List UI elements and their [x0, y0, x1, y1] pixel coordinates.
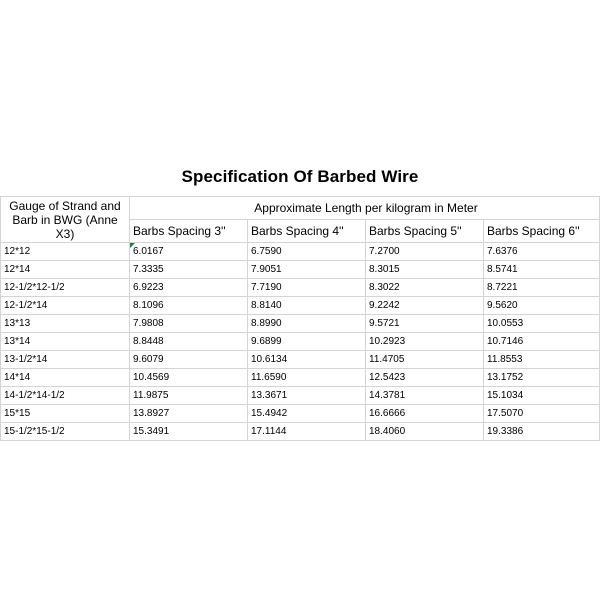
length-cell[interactable]: 9.6079: [130, 351, 248, 369]
gauge-cell[interactable]: 12-1/2*14: [1, 297, 130, 315]
length-cell[interactable]: 12.5423: [366, 369, 484, 387]
length-cell[interactable]: 19.3386: [484, 423, 600, 441]
length-cell[interactable]: 15.3491: [130, 423, 248, 441]
length-cell[interactable]: 7.9051: [248, 261, 366, 279]
length-cell[interactable]: 7.6376: [484, 243, 600, 261]
gauge-cell[interactable]: 12*14: [1, 261, 130, 279]
length-cell[interactable]: 8.3015: [366, 261, 484, 279]
gauge-cell[interactable]: 12*12: [1, 243, 130, 261]
spacing-6-header: Barbs Spacing 6'': [484, 220, 600, 243]
table-row: [1, 315, 600, 333]
length-cell[interactable]: 10.4569: [130, 369, 248, 387]
length-cell[interactable]: 9.5620: [484, 297, 600, 315]
gauge-cell[interactable]: 13*13: [1, 315, 130, 333]
length-cell[interactable]: 15.4942: [248, 405, 366, 423]
length-cell[interactable]: 8.8990: [248, 315, 366, 333]
length-cell[interactable]: 15.1034: [484, 387, 600, 405]
spacing-3-header: Barbs Spacing 3'': [130, 220, 248, 243]
approx-length-header: Approximate Length per kilogram in Meter: [130, 197, 600, 220]
length-cell[interactable]: 10.7146: [484, 333, 600, 351]
spacing-4-header: Barbs Spacing 4'': [248, 220, 366, 243]
gauge-cell[interactable]: 15*15: [1, 405, 130, 423]
table-row: [1, 279, 600, 297]
table-row: [1, 405, 600, 423]
gauge-column-header: Gauge of Strand and Barb in BWG (Anne X3): [1, 197, 130, 243]
length-cell[interactable]: 10.2923: [366, 333, 484, 351]
length-cell[interactable]: 11.9875: [130, 387, 248, 405]
spacing-5-header: Barbs Spacing 5'': [366, 220, 484, 243]
gauge-cell[interactable]: 15-1/2*15-1/2: [1, 423, 130, 441]
table-row: [1, 387, 600, 405]
table-row: [1, 351, 600, 369]
length-cell[interactable]: 13.1752: [484, 369, 600, 387]
length-cell[interactable]: 7.2700: [366, 243, 484, 261]
table-row: [1, 261, 600, 279]
table-body: [1, 197, 600, 441]
table-row: [1, 333, 600, 351]
gauge-cell[interactable]: 13-1/2*14: [1, 351, 130, 369]
length-cell[interactable]: 16.6666: [366, 405, 484, 423]
length-cell[interactable]: 9.5721: [366, 315, 484, 333]
length-cell[interactable]: 8.3022: [366, 279, 484, 297]
length-cell[interactable]: 8.8448: [130, 333, 248, 351]
length-cell[interactable]: 10.6134: [248, 351, 366, 369]
length-cell[interactable]: 7.9808: [130, 315, 248, 333]
length-cell[interactable]: 8.1096: [130, 297, 248, 315]
barbed-wire-spec-table: [0, 196, 600, 441]
gauge-cell[interactable]: 14*14: [1, 369, 130, 387]
length-cell[interactable]: 14.3781: [366, 387, 484, 405]
length-cell[interactable]: 17.5070: [484, 405, 600, 423]
length-cell[interactable]: 7.7190: [248, 279, 366, 297]
table-row: [1, 423, 600, 441]
length-cell[interactable]: 13.8927: [130, 405, 248, 423]
page-title: Specification Of Barbed Wire: [181, 167, 419, 186]
gauge-cell[interactable]: 13*14: [1, 333, 130, 351]
length-cell[interactable]: 6.9223: [130, 279, 248, 297]
cell-marker-icon: [130, 243, 135, 248]
length-cell[interactable]: 9.6899: [248, 333, 366, 351]
table-row: [1, 243, 600, 261]
length-cell[interactable]: 6.7590: [248, 243, 366, 261]
length-cell[interactable]: 11.4705: [366, 351, 484, 369]
header-row-1: [1, 197, 600, 220]
length-cell[interactable]: 18.4060: [366, 423, 484, 441]
gauge-cell[interactable]: 14-1/2*14-1/2: [1, 387, 130, 405]
table-row: [1, 297, 600, 315]
length-cell[interactable]: 17.1144: [248, 423, 366, 441]
length-cell[interactable]: 13.3671: [248, 387, 366, 405]
cell-value: 6.0167: [133, 246, 164, 257]
length-cell[interactable]: 8.8140: [248, 297, 366, 315]
table-row: [1, 369, 600, 387]
length-cell[interactable]: 10.0553: [484, 315, 600, 333]
length-cell[interactable]: 8.7221: [484, 279, 600, 297]
length-cell[interactable]: 11.8553: [484, 351, 600, 369]
length-cell[interactable]: 7.3335: [130, 261, 248, 279]
length-cell[interactable]: 8.5741: [484, 261, 600, 279]
length-cell[interactable]: [130, 243, 248, 261]
length-cell[interactable]: 9.2242: [366, 297, 484, 315]
length-cell[interactable]: 11.6590: [248, 369, 366, 387]
gauge-cell[interactable]: 12-1/2*12-1/2: [1, 279, 130, 297]
